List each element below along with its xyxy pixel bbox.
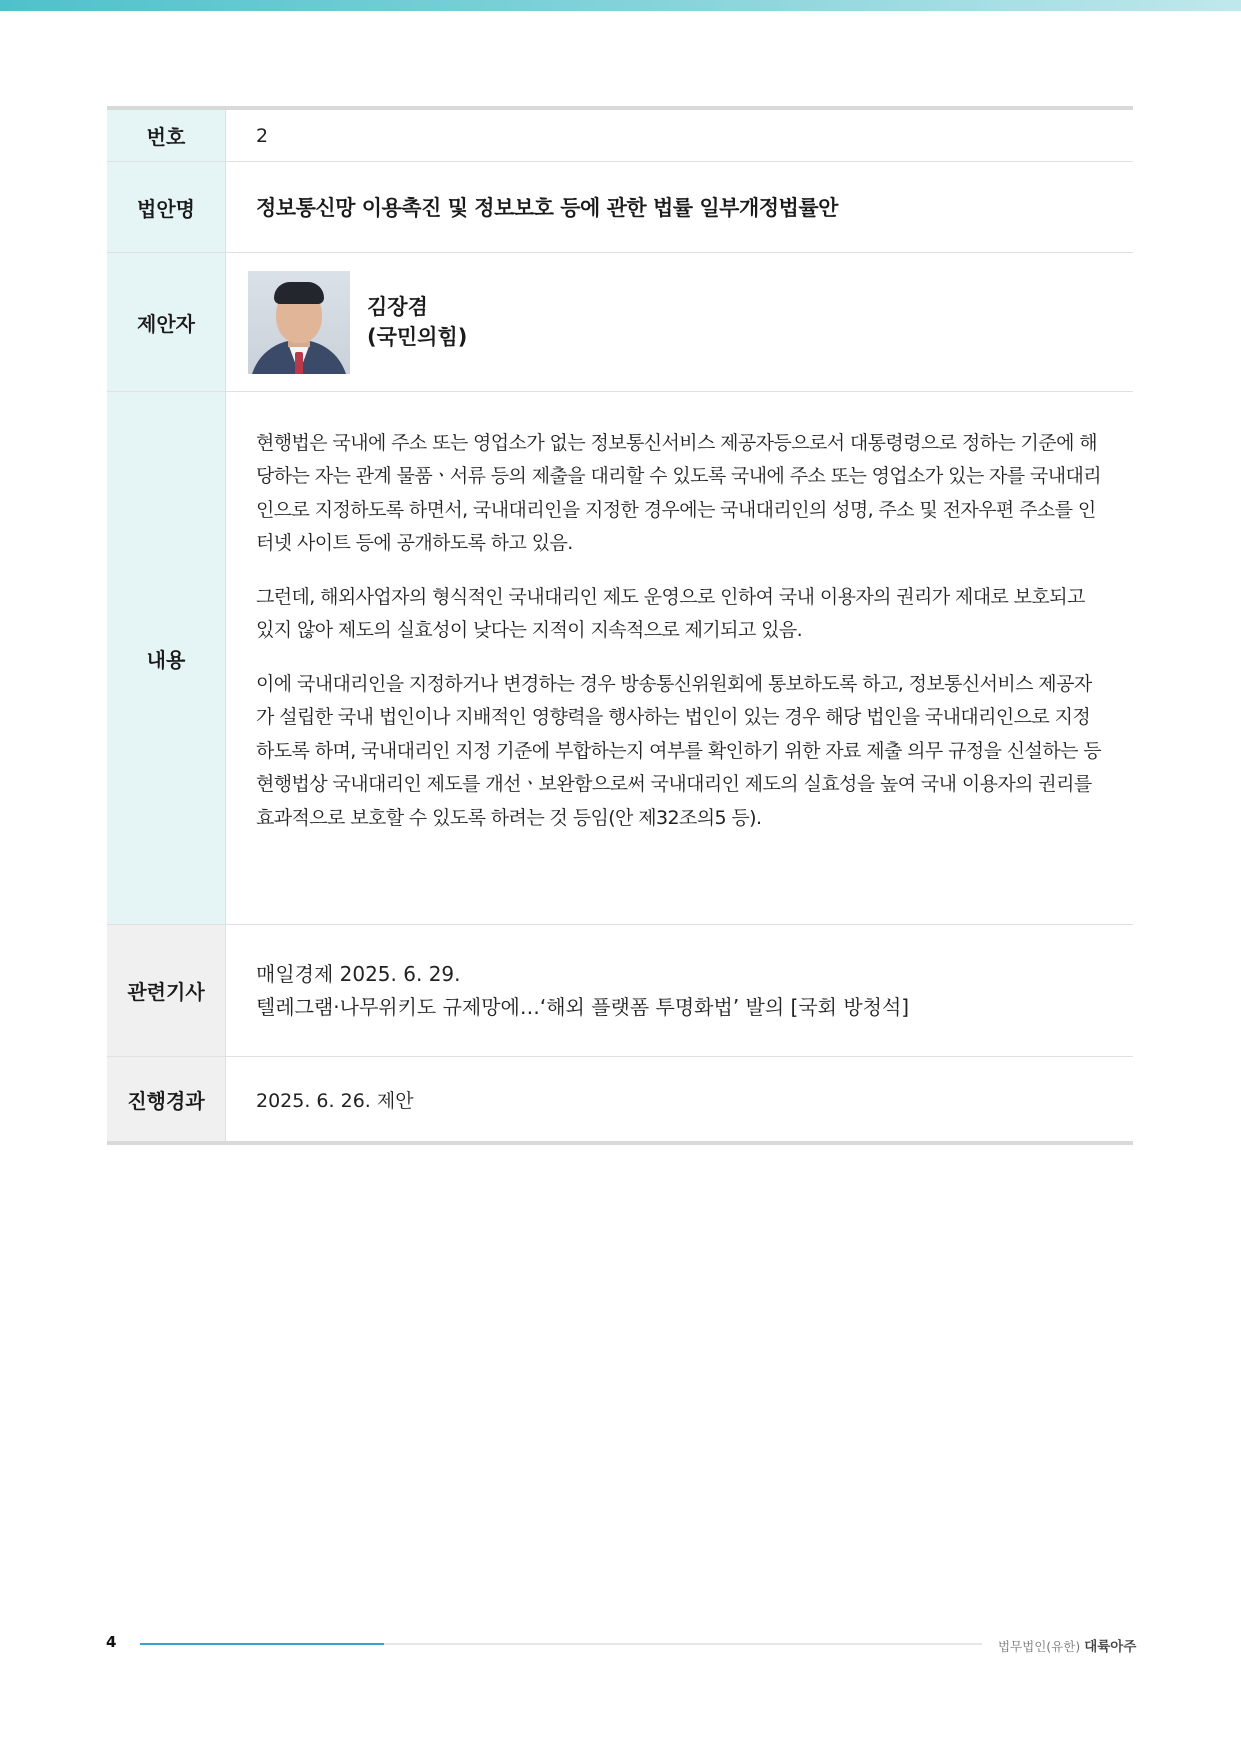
- content-paragraph: 그런데, 해외사업자의 형식적인 국내대리인 제도 운영으로 인하여 국내 이용자의 권리가 제대로 보호되고 있지 않아 제도의 실효성이 낮다는 지적이 지속적으로 제기되고 있음.: [256, 585, 1085, 642]
- article-headline-link[interactable]: 텔레그램·나무위키도 규제망에…‘해외 플랫폼 투명화법’ 발의 [국회 방청석]: [256, 994, 910, 1019]
- bill-name-cell: [226, 162, 1134, 253]
- content-paragraph: 현행법은 국내에 주소 또는 영업소가 없는 정보통신서비스 제공자등으로서 대통령령으로 정하는 기준에 해당하는 자는 관계 물품ㆍ서류 등의 제출을 대리할 수 있도록 국내에 주소 또는 영업소가 있는 자를 국내대리인으로 지정하도록 하면서, 국내대리인을 지정한 경우에는 국내대리인의 성명, 주소 및 전자우편 주소를 인터넷 사이트 등에 공개하도록 하고 있음.: [256, 431, 1102, 555]
- number-value: 2: [226, 108, 1134, 162]
- proposer-text: [367, 292, 467, 352]
- page-progress-line: [140, 1643, 982, 1645]
- proposer-label: 제안자: [107, 253, 226, 392]
- content-paragraph: 이에 국내대리인을 지정하거나 변경하는 경우 방송통신위원회에 통보하도록 하고, 정보통신서비스 제공자가 설립한 국내 법인이나 지배적인 영향력을 행사하는 법인이 있는 경우 해당 법인을 국내대리인으로 지정하도록 하며, 국내대리인 지정 기준에 부합하는지 여부를 확인하기 위한 자료 제출 의무 규정을 신설하는 등 현행법상 국내대리인 제도를 개선ㆍ보완함으로써 국내대리인 제도의 실효성을 높여 국내 이용자의 권리를 효과적으로 보호할 수 있도록 하려는 것 등임(안 제32조의5 등).: [256, 672, 1102, 829]
- content-body: [256, 421, 1105, 896]
- page-number: 4: [106, 1633, 117, 1651]
- bill-name-label: 법안명: [107, 162, 226, 253]
- proposer-name: 김장겸: [367, 295, 428, 319]
- article-source-date: 매일경제 2025. 6. 29.: [256, 961, 461, 986]
- proposer-photo: [248, 271, 350, 374]
- row-content: [107, 392, 1133, 925]
- progress-value: 2025. 6. 26. 제안: [256, 1089, 414, 1112]
- content-cell: [226, 392, 1134, 925]
- content-label: 내용: [107, 392, 226, 925]
- number-label: 번호: [107, 108, 226, 162]
- row-progress: [107, 1057, 1133, 1144]
- proposer-info: [248, 271, 1105, 374]
- row-proposer: [107, 253, 1133, 392]
- row-related-article: [107, 925, 1133, 1057]
- row-bill-name: [107, 162, 1133, 253]
- bill-info-table: [107, 106, 1133, 1145]
- bill-name-value: 정보통신망 이용촉진 및 정보보호 등에 관한 법률 일부개정법률안: [256, 196, 838, 220]
- firm-name: 대륙아주: [1084, 1639, 1137, 1655]
- firm-prefix: 법무법인(유한): [998, 1639, 1081, 1654]
- proposer-party: (국민의힘): [367, 325, 468, 349]
- related-article-label: 관련기사: [107, 925, 226, 1057]
- progress-label: 진행경과: [107, 1057, 226, 1144]
- related-article-cell: [226, 925, 1134, 1057]
- firm-brand: [998, 1635, 1136, 1655]
- page-progress-fill: [140, 1643, 384, 1645]
- row-number: [107, 108, 1133, 162]
- top-accent-bar: [0, 0, 1241, 11]
- proposer-cell: [226, 253, 1134, 392]
